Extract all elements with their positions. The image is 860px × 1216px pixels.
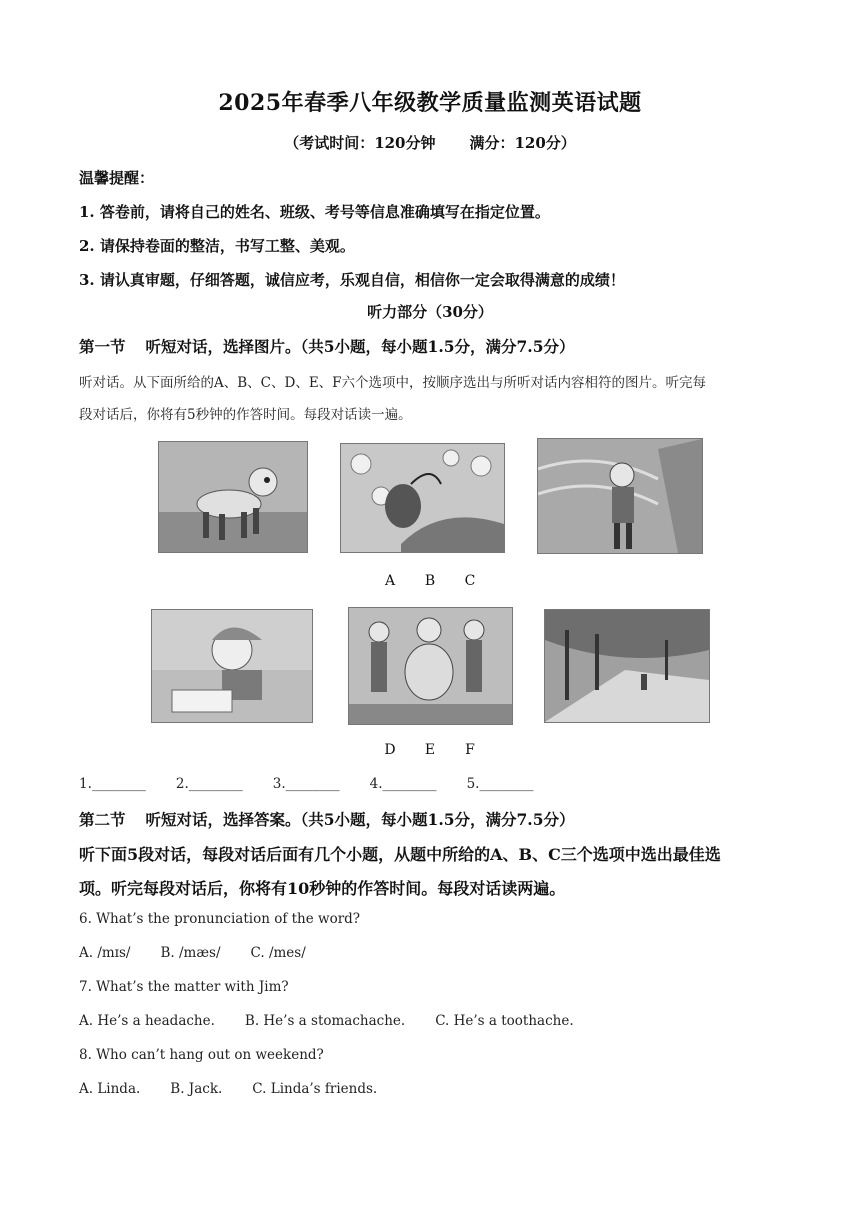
option-7a[interactable]: A. He’s a headache. — [79, 1013, 215, 1029]
row1-letters — [0, 573, 860, 589]
reminder-item-2: 2. 请保持卷面的整洁，书写工整、美观。 — [79, 237, 355, 255]
picture-a-robot-dog — [158, 441, 308, 553]
reminder-heading: 温馨提醒： — [79, 169, 155, 187]
option-8b[interactable]: B. Jack. — [170, 1081, 223, 1097]
section2-instruction-1: 听下面5段对话，每段对话后面有几个小题，从题中所给的A、B、C三个选项中选出最佳选 — [79, 845, 721, 864]
blank-4[interactable]: 4.________ — [369, 776, 437, 792]
section1-name: 第一节 — [79, 337, 126, 356]
listening-part-title: 听力部分（30分） — [367, 303, 493, 321]
letter-f: F — [465, 742, 475, 758]
picture-b-monkey-king — [340, 443, 505, 553]
blank-1[interactable]: 1.________ — [79, 776, 146, 792]
question-8-options — [79, 1081, 377, 1097]
section2-instruction-2: 项。听完每段对话后，你将有10秒钟的作答时间。每段对话读两遍。 — [79, 879, 566, 898]
option-7c[interactable]: C. He’s a toothache. — [435, 1013, 574, 1029]
picture-f-park-snow — [544, 609, 710, 723]
blank-2[interactable]: 2.________ — [175, 776, 243, 792]
picture-e-cartoon-people — [348, 607, 513, 725]
option-6a[interactable]: A. /mɪs/ — [79, 945, 131, 961]
picture-d-girl-writing — [151, 609, 313, 723]
exam-subtitle — [0, 132, 860, 153]
letter-b: B — [424, 573, 436, 589]
exam-time: （考试时间：120分钟 — [284, 134, 436, 152]
question-6: 6. What’s the pronunciation of the word? — [79, 911, 361, 927]
question-6-options — [79, 945, 306, 961]
question-8: 8. Who can’t hang out on weekend? — [79, 1047, 324, 1063]
section1-title: 听短对话，选择图片。（共5小题，每小题1.5分，满分7.5分） — [145, 337, 575, 356]
letter-a: A — [384, 573, 396, 589]
blank-3[interactable]: 3.________ — [272, 776, 340, 792]
row2-letters — [0, 742, 860, 758]
section2-name: 第二节 — [79, 810, 126, 829]
reminder-item-3: 3. 请认真审题，仔细答题，诚信应考，乐观自信，相信你一定会取得满意的成绩！ — [79, 271, 625, 289]
letter-c: C — [464, 573, 476, 589]
section1-instruction-1: 听对话。从下面所给的A、B、C、D、E、F六个选项中，按顺序选出与所听对话内容相符的图片。听完每 — [79, 375, 707, 391]
option-8a[interactable]: A. Linda. — [79, 1081, 141, 1097]
option-8c[interactable]: C. Linda’s friends. — [252, 1081, 378, 1097]
picture-c-boy-in-wind — [537, 438, 703, 554]
option-7b[interactable]: B. He’s a stomachache. — [244, 1013, 406, 1029]
option-6c[interactable]: C. /mes/ — [250, 945, 306, 961]
reminder-item-1: 1. 答卷前，请将自己的姓名、班级、考号等信息准确填写在指定位置。 — [79, 203, 550, 221]
question-7: 7. What’s the matter with Jim? — [79, 979, 289, 995]
answer-blanks — [79, 776, 533, 792]
exam-title: 2025年春季八年级教学质量监测英语试题 — [218, 90, 642, 116]
blank-5[interactable]: 5.________ — [466, 776, 534, 792]
section1-instruction-2: 段对话后，你将有5秒钟的作答时间。每段对话读一遍。 — [79, 407, 412, 423]
letter-d: D — [384, 742, 396, 758]
option-6b[interactable]: B. /mæs/ — [160, 945, 221, 961]
exam-score: 满分：120分） — [469, 134, 576, 152]
section2-title: 听短对话，选择答案。（共5小题，每小题1.5分，满分7.5分） — [145, 810, 575, 829]
section1-heading — [79, 335, 575, 357]
section2-heading — [79, 808, 575, 830]
question-7-options — [79, 1013, 574, 1029]
letter-e: E — [424, 742, 436, 758]
